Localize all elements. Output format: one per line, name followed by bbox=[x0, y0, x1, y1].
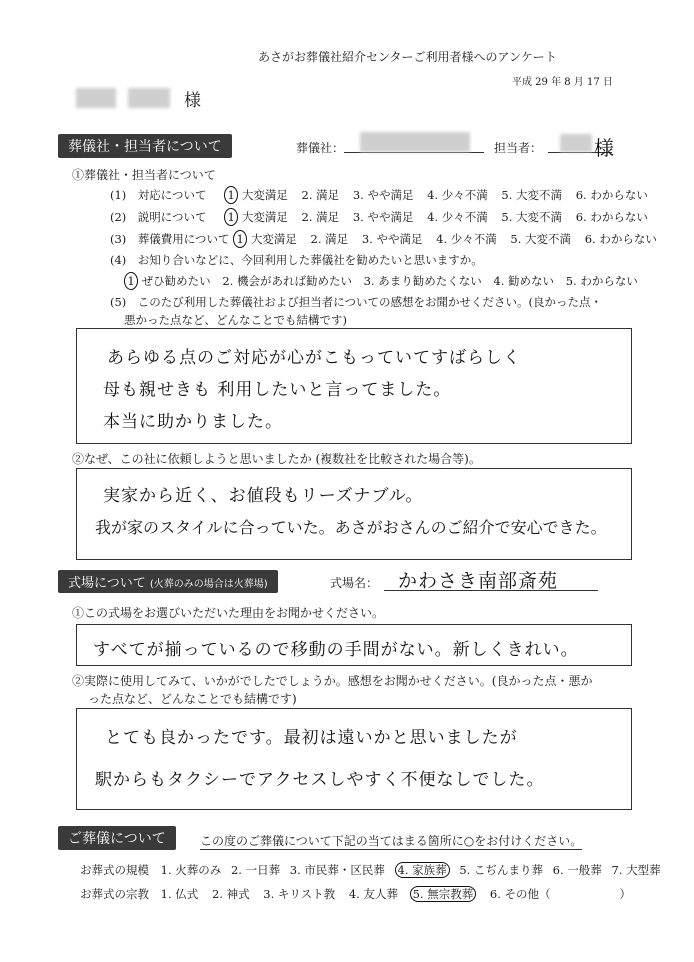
redacted-staff bbox=[560, 134, 592, 152]
venue-q1-label: ①この式場をお選びいただいた理由をお聞かせください。 bbox=[72, 606, 385, 620]
selected-circle: 1 bbox=[224, 208, 238, 226]
funeral-note: この度のご葬儀について下記の当てはまる箇所に○をお付けください。 bbox=[200, 834, 583, 848]
section-funeral-header: ご葬儀について bbox=[58, 826, 176, 850]
survey-title: あさがお葬儀社紹介センターご利用者様へのアンケート bbox=[258, 50, 557, 64]
handwritten-line: 実家から近く、お値段もリーズナブル。 bbox=[103, 486, 424, 506]
handwritten-line: あらゆる点のご対応が心がこもっていてすばらしく bbox=[107, 348, 521, 368]
venue-q2-answer-box bbox=[76, 708, 632, 810]
staff-label: 担当者： bbox=[494, 141, 543, 155]
q1-label: ①葬儀社・担当者について bbox=[72, 168, 216, 182]
handwritten-line: とても良かったです。最初は遠いかと思いましたが bbox=[105, 728, 518, 748]
survey-date: 平成 29 年 8 月 17 日 bbox=[512, 77, 613, 88]
venue-q2-label: ②実際に使用してみて、いかがでしたでしょうか。感想をお聞かせください。(良かった点・悪か bbox=[72, 674, 593, 688]
q4-options: 1 ぜひ勧めたい 2. 機会があれば勧めたい 3. あまり勧めたくない 4. 勧めない 5. わからない bbox=[124, 272, 638, 290]
rating-row-cost: (3) 葬儀費用について 1 大変満足 2. 満足 3. やや満足 4. 少々不満 5. 大変不満 6. わからない bbox=[110, 232, 657, 246]
q5-label: (5) このたび利用した葬儀社および担当者についての感想をお聞かせください。(良かった点・ bbox=[110, 295, 603, 309]
handwritten-line: 母も親せきも 利用したいと言ってました。 bbox=[103, 380, 452, 400]
redacted-company bbox=[360, 132, 470, 152]
redacted-name-2 bbox=[128, 88, 170, 108]
selected-circle: 1 bbox=[233, 230, 247, 248]
selected-circle: 4. 家族葬 bbox=[395, 862, 450, 878]
funeral-scale-row: お葬式の規模 1. 火葬のみ 2. 一日葬 3. 市民葬・区民葬 4. 家族葬 5. こぢんまり葬 6. 一般葬 7. 大型葬 bbox=[80, 863, 661, 877]
handwritten-line: 駅からもタクシーでアクセスしやすく不便なしでした。 bbox=[95, 770, 545, 790]
selected-circle: 5. 無宗教葬 bbox=[410, 886, 477, 902]
honorific: 様 bbox=[184, 91, 201, 111]
section-venue-header: 式場について (火葬のみの場合は火葬場) bbox=[58, 570, 278, 593]
staff-suffix: 様 bbox=[594, 136, 615, 160]
company-label: 葬儀社： bbox=[296, 141, 345, 155]
q2-answer-box bbox=[76, 468, 632, 560]
selected-circle: 1 bbox=[124, 272, 138, 290]
q5-answer-box bbox=[76, 328, 632, 444]
venue-label: 式場名： bbox=[330, 576, 379, 590]
handwritten-line: すべてが揃っているので移動の手間がない。新しくきれい。 bbox=[93, 640, 579, 660]
company-underline bbox=[344, 152, 484, 153]
q5-label-cont: 悪かった点など、どんなことでも結構です) bbox=[124, 313, 347, 327]
handwritten-line: 本当に助かりました。 bbox=[103, 412, 283, 432]
section-staff-header: 葬儀社・担当者について bbox=[58, 134, 232, 158]
q2-label: ②なぜ、この社に依頼しようと思いましたか (複数社を比較された場合等)。 bbox=[72, 452, 481, 466]
venue-q2-label-cont: った点など、どんなことでも結構です) bbox=[88, 692, 297, 706]
selected-circle: 1 bbox=[224, 186, 238, 204]
rating-row-explanation: (2) 説明について 1 大変満足 2. 満足 3. やや満足 4. 少々不満 5. 大変不満 6. わからない bbox=[110, 210, 648, 224]
venue-value: かわさき南部斎苑 bbox=[398, 570, 559, 592]
redacted-name-1 bbox=[76, 88, 116, 108]
handwritten-line: 我が家のスタイルに合っていた。あさがおさんのご紹介で安心できた。 bbox=[95, 518, 607, 537]
rating-row-response: (1) 対応について 1 大変満足 2. 満足 3. やや満足 4. 少々不満 5. 大変不満 6. わからない bbox=[110, 188, 648, 202]
funeral-religion-row: お葬式の宗教 1. 仏式 2. 神式 3. キリスト教 4. 友人葬 5. 無宗教葬 6. その他（ ） bbox=[80, 887, 632, 901]
q4-label: (4) お知り合いなどに、今回利用した葬儀社を勧めたいと思いますか。 bbox=[110, 253, 483, 267]
venue-q1-answer-box bbox=[76, 624, 632, 666]
